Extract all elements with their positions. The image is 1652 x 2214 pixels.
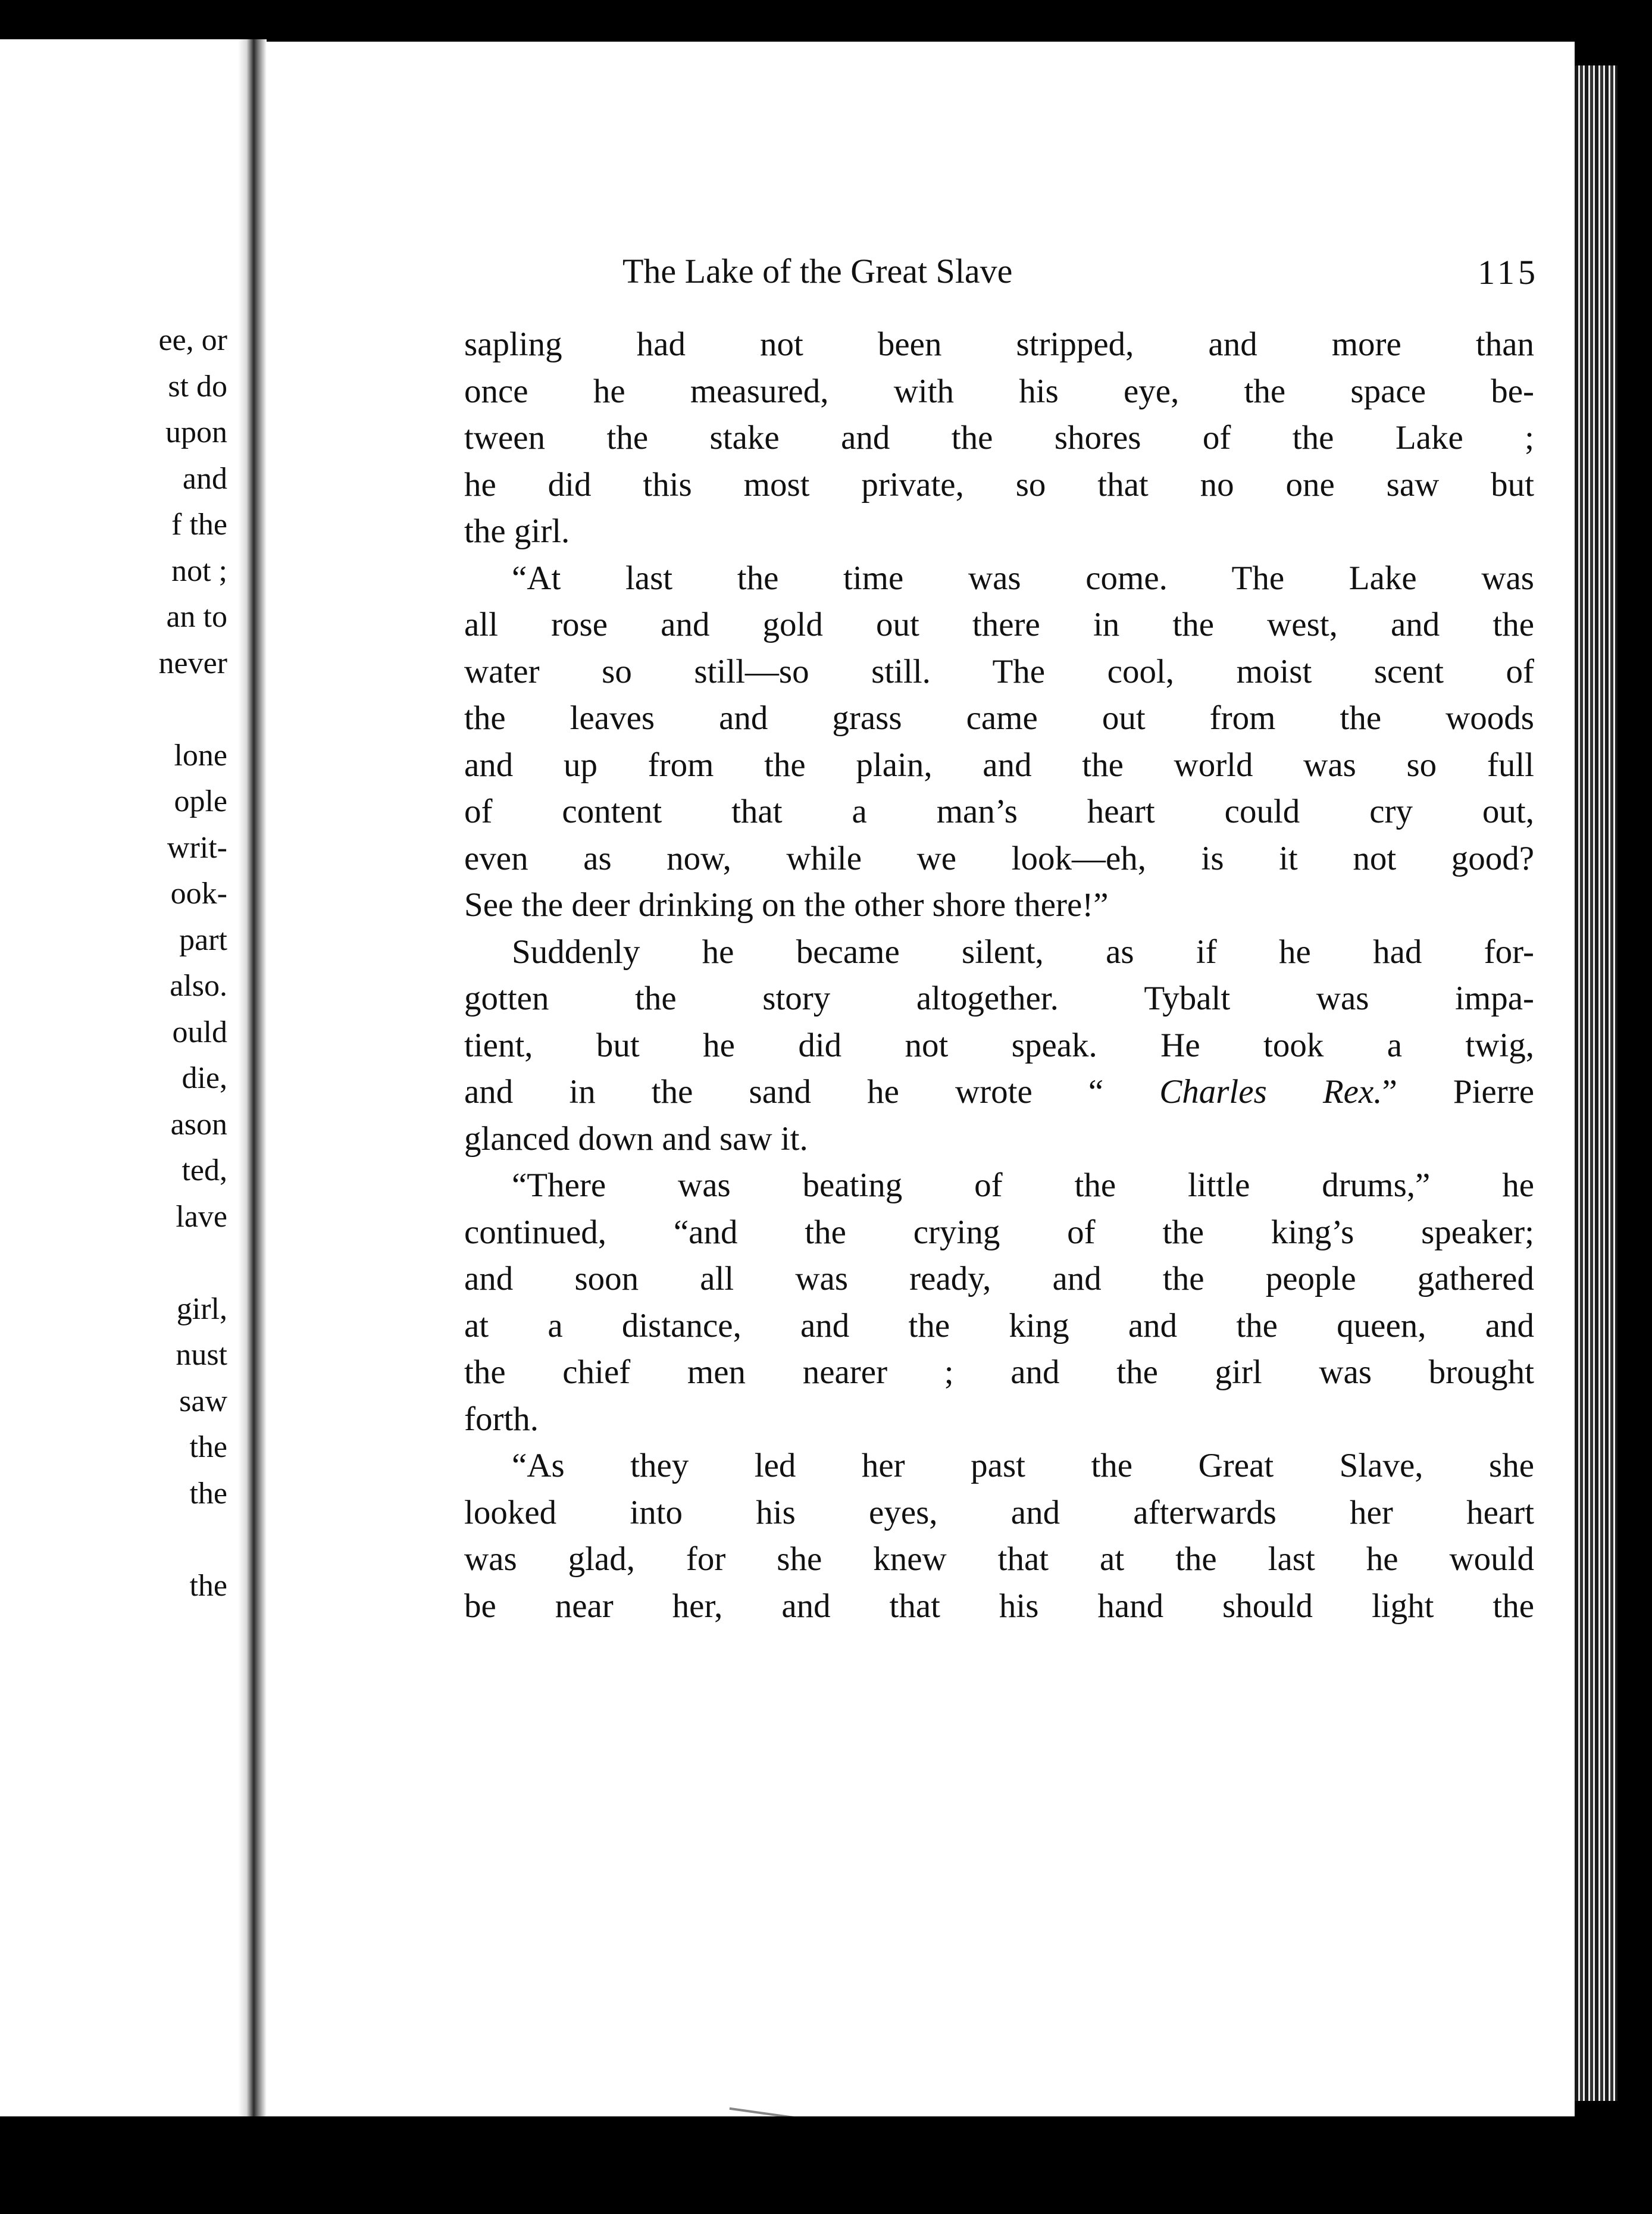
body-line: gotten the story altogether. Tybalt was impa- bbox=[464, 980, 1534, 1017]
body-line: all rose and gold out there in the west, and the bbox=[464, 606, 1534, 643]
left-page-line: ason bbox=[170, 1107, 227, 1142]
page-number: 115 bbox=[1478, 253, 1539, 292]
body-line: at a distance, and the king and the queen, and bbox=[464, 1306, 1534, 1344]
body-line: forth. bbox=[464, 1400, 539, 1438]
left-page-line: ook- bbox=[170, 877, 227, 911]
body-line: looked into his eyes, and afterwards her heart bbox=[464, 1493, 1534, 1531]
body-line: once he measured, with his eye, the space be- bbox=[464, 372, 1534, 410]
scan-smudge bbox=[730, 2084, 810, 2116]
left-page-line: and bbox=[182, 461, 227, 496]
book-gutter bbox=[238, 39, 267, 2116]
left-page-line: ee, or bbox=[158, 323, 227, 357]
left-page-line: lave bbox=[176, 1199, 227, 1234]
body-line: and soon all was ready, and the people gathered bbox=[464, 1260, 1534, 1297]
body-line: Suddenly he became silent, as if he had for- bbox=[512, 933, 1534, 971]
left-page-line: nust bbox=[176, 1338, 227, 1372]
body-line: sapling had not been stripped, and more than bbox=[464, 326, 1534, 363]
body-line: and up from the plain, and the world was so full bbox=[464, 746, 1534, 784]
body-line: glanced down and saw it. bbox=[464, 1119, 808, 1158]
page-edge-stack bbox=[1575, 65, 1617, 2101]
body-line: tween the stake and the shores of the Lake ; bbox=[464, 419, 1534, 456]
body-line: continued, “and the crying of the king’s speaker; bbox=[464, 1213, 1534, 1251]
left-page-line: the bbox=[189, 1568, 227, 1603]
body-line: water so still—so still. The cool, moist scent of bbox=[464, 652, 1534, 690]
body-line: he did this most private, so that no one saw but bbox=[464, 465, 1534, 504]
body-line: the girl. bbox=[464, 512, 570, 550]
left-page-line: also. bbox=[170, 969, 227, 1003]
left-page-line: lone bbox=[174, 738, 227, 773]
body-line: “There was beating of the little drums,” he bbox=[512, 1167, 1534, 1204]
left-page-line: girl, bbox=[176, 1292, 227, 1326]
left-page-line: saw bbox=[179, 1384, 227, 1418]
left-page-line: an to bbox=[166, 600, 227, 634]
body-line: See the deer drinking on the other shore there!” bbox=[464, 886, 1109, 924]
left-page-line: the bbox=[189, 1430, 227, 1464]
left-page-line: never bbox=[158, 646, 227, 680]
left-page-line: the bbox=[189, 1476, 227, 1511]
left-page-line: writ- bbox=[167, 830, 227, 865]
left-page-fragment bbox=[0, 39, 238, 2116]
body-line: tient, but he did not speak. He took a twig, bbox=[464, 1026, 1534, 1064]
body-line: was glad, for she knew that at the last he would bbox=[464, 1540, 1534, 1578]
body-line: be near her, and that his hand should light the bbox=[464, 1587, 1534, 1625]
italic-phrase: Charles Rex. bbox=[1159, 1073, 1382, 1111]
body-line: the chief men nearer ; and the girl was brought bbox=[464, 1353, 1534, 1391]
body-line: of content that a man’s heart could cry out, bbox=[464, 793, 1534, 830]
left-page-line: part bbox=[179, 923, 227, 957]
left-page-line: ople bbox=[174, 784, 227, 818]
body-line: even as now, while we look—eh, is it not good? bbox=[464, 839, 1534, 877]
left-page-line: die, bbox=[182, 1061, 227, 1095]
body-line: “At last the time was come. The Lake was bbox=[512, 559, 1534, 597]
left-page-line: ould bbox=[172, 1015, 227, 1049]
running-title: The Lake of the Great Slave bbox=[622, 252, 1013, 290]
body-text bbox=[464, 321, 1534, 1630]
left-page-line: st do bbox=[168, 369, 227, 404]
left-page-line: f the bbox=[171, 508, 227, 542]
body-line: the leaves and grass came out from the woods bbox=[464, 699, 1534, 737]
right-page bbox=[267, 42, 1575, 2116]
body-line: and in the sand he wrote “ Charles Rex.” Pierre bbox=[464, 1073, 1534, 1111]
body-line: “As they led her past the Great Slave, she bbox=[512, 1447, 1534, 1484]
left-page-line: not ; bbox=[171, 554, 227, 588]
left-page-line: upon bbox=[165, 415, 227, 449]
left-page-line: ted, bbox=[182, 1153, 227, 1187]
